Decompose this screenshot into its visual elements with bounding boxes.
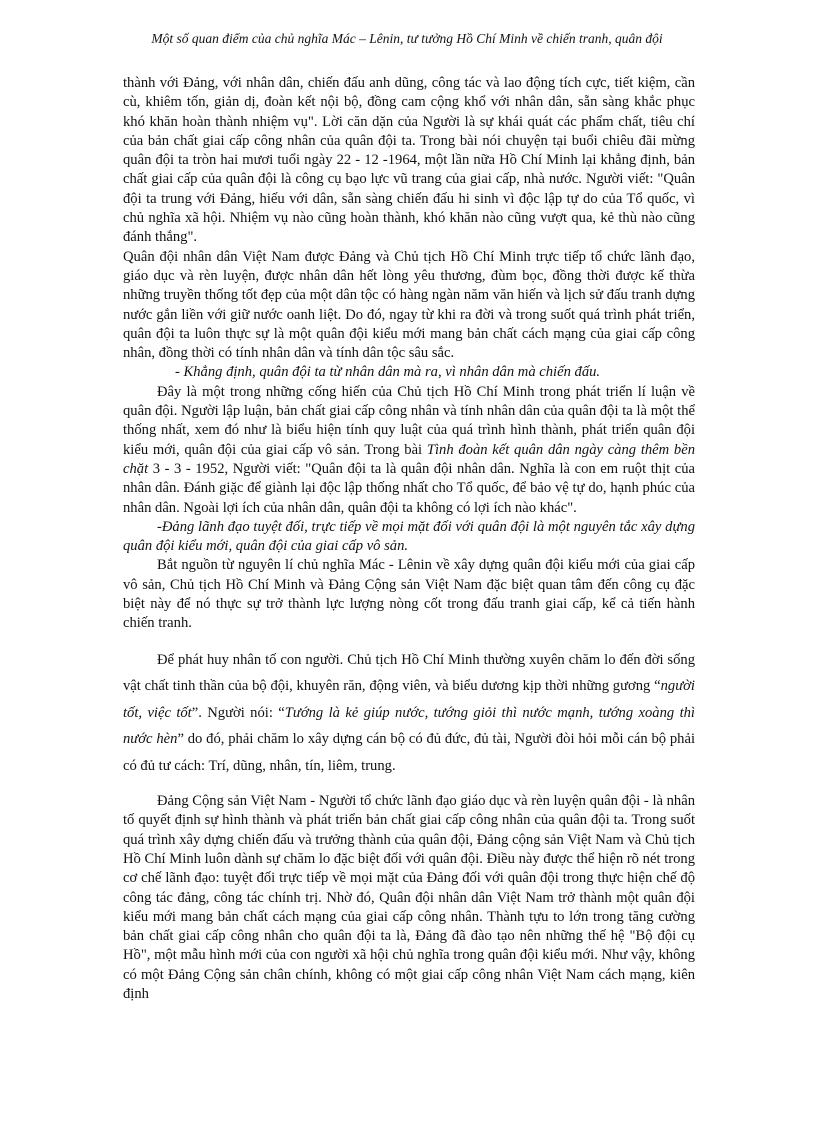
paragraph-contribution (123, 383, 695, 518)
quote-generals: Tướng là kẻ giúp nước, tướng giỏi thì nước mạnh, tướng xoàng thì nước hèn (123, 704, 695, 748)
heading-from-the-people: - Khẳng định, quân đội ta từ nhân dân mà ra, vì nhân dân mà chiến đấu. (175, 364, 601, 381)
paragraph-human-factor-text-a: Để phát huy nhân tố con người. Chủ tịch Hồ Chí Minh thường xuyên chăm lo đến đời sống vật chất tinh thần của bộ đội, khuyên răn, động viên, và biểu dương kịp thời những gương “ (123, 651, 695, 695)
paragraph-continuation: thành với Đảng, với nhân dân, chiến đấu anh dũng, công tác và lao động tích cực, tiết kiệm, cần cù, khiêm tốn, giản dị, đoàn kết nội bộ, đồng cam cộng khổ với nhân dân, sẵn sàng khắc phục khó khăn hoàn thành nhiệm vụ". Lời căn dặn của Người là sự khái quát các phẩm chất, tiêu chí của bản chất giai cấp công nhân của quân đội ta. Trong bài nói chuyện tại buổi chiêu đãi mừng quân đội ta tròn hai mươi tuổi ngày 22 - 12 -1964, một lần nữa Hồ Chí Minh lại khẳng định, bản chất giai cấp của quân đội là công cụ bạo lực vũ trang của giai cấp, nhà nước. Người viết: "Quân đội ta trung với Đảng, hiếu với dân, sẵn sàng chiến đấu hi sinh vì độc lập tự do của Tổ quốc, vì chủ nghĩa xã hội. Nhiệm vụ nào cũng hoàn thành, khó khăn nào cũng vượt qua, kẻ thù nào cũng đánh thắng". (123, 75, 695, 246)
paragraph-army-leadership: Quân đội nhân dân Việt Nam được Đảng và Chủ tịch Hồ Chí Minh trực tiếp tổ chức lãnh đạo, giáo dục và rèn luyện, được nhân dân hết lòng yêu thương, đùm bọc, đồng thời được kế thừa những truyền thống tốt đẹp của một dân tộc có hàng ngàn năm văn hiến và lịch sử đấu tranh dựng nước gắn liền với giữ nước oanh liệt. Do đó, ngay từ khi ra đời và trong suốt quá trình phát triển, quân đội ta luôn thực sự là một quân đội kiểu mới mang bản chất cách mạng của giai cấp công nhân, đồng thời có tính nhân dân và tính dân tộc sâu sắc. (123, 248, 695, 362)
paragraph-human-factor (123, 647, 695, 780)
paragraph-human-factor-text-b: ”. Người nói: “ (191, 704, 285, 721)
paragraph-human-factor-text-c: ” do đó, phải chăm lo xây dựng cán bộ có đủ đức, đủ tài, Người đòi hỏi mỗi cán bộ phải có đủ tư cách: Trí, dũng, nhân, tín, liêm, trung. (123, 731, 696, 774)
paragraph-contribution-text-b: 3 - 3 - 1952, Người viết: "Quân đội ta là quân đội nhân dân. Nghĩa là con em ruột thịt của nhân dân. Đánh giặc để giành lại độc lập thống nhất cho Tổ quốc, để bảo vệ tự do, hạnh phúc của nhân dân. Ngoài lợi ích của nhân dân, quân đội ta không có lợi ích nào khác". (123, 460, 695, 516)
running-header: Một số quan điểm của chủ nghĩa Mác – Lênin, tư tưởng Hồ Chí Minh về chiến tranh, quân đội (151, 31, 663, 46)
paragraph-marxist-origin: Bắt nguồn từ nguyên lí chủ nghĩa Mác - Lênin về xây dựng quân đội kiểu mới của giai cấp vô sản, Chủ tịch Hồ Chí Minh và Đảng Cộng sản Việt Nam đặc biệt quan tâm đến công cụ đặc biệt này để nó thực sự trở thành lực lượng nòng cốt trong đấu tranh giai cấp, kể cả tiến hành chiến tranh. (123, 557, 695, 632)
cited-article-title: Tình đoàn kết quân dân ngày càng thêm bền chặt (123, 441, 695, 477)
paragraph-party-role: Đảng Cộng sản Việt Nam - Người tổ chức lãnh đạo giáo dục và rèn luyện quân đội - là nhân tố quyết định sự hình thành và phát triển bản chất giai cấp công nhân của quân đội ta. Trong suốt quá trình xây dựng chiến đấu và trưởng thành của quân đội, Đảng cộng sản Việt Nam và Chủ tịch Hồ Chí Minh luôn dành sự chăm lo đặc biệt đối với quân đội. Điều này được thể hiện rõ nét trong cơ chế lãnh đạo: tuyệt đối trực tiếp về mọi mặt của Đảng đối với quân đội trong thực hiện chế độ công tác đảng, công tác chính trị. Nhờ đó, Quân đội nhân dân Việt Nam trở thành một quân đội kiểu mới mang bản chất cách mạng của giai cấp công nhân. Thành tựu to lớn trong tăng cường bản chất giai cấp công nhân cho quân đội ta là, Đảng đã đào tạo nên những thế hệ "Bộ đội cụ Hồ", một mẫu hình mới của con người xã hội chủ nghĩa trong quân đội kiểu mới. Như vậy, không có một Đảng Cộng sản chân chính, không có một giai cấp công nhân Việt Nam cách mạng, kiên định (123, 793, 695, 1003)
body-text (123, 74, 695, 1004)
paragraph-contribution-text-a: Đây là một trong những cống hiến của Chủ tịch Hồ Chí Minh trong phát triển lí luận về quân đội. Người lập luận, bản chất giai cấp công nhân và tính nhân dân của quân đội ta là một thể thống nhất, xem đó như là biểu hiện tính quy luật của quá trình hình thành, phát triển quân đội kiểu mới, quân đội của giai cấp vô sản. Trong bài (123, 383, 695, 458)
heading-party-leadership: -Đảng lãnh đạo tuyệt đối, trực tiếp về mọi mặt đối với quân đội là một nguyên tắc xây dựng quân đội kiểu mới, quân đội của giai cấp vô sản. (123, 518, 695, 555)
quote-good-people: người tốt, việc tốt (123, 678, 695, 721)
